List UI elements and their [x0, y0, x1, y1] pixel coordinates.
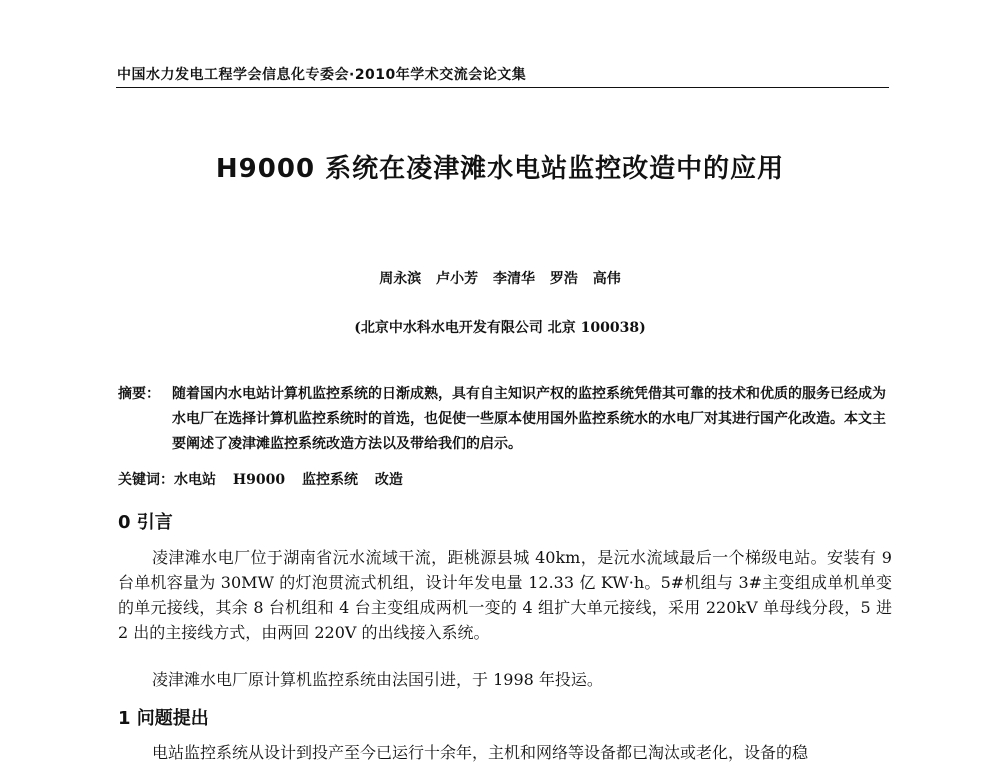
abstract-text: 随着国内水电站计算机监控系统的日渐成熟，具有自主知识产权的监控系统凭借其可靠的技术和优质的服务已经成为水电厂在选择计算机监控系统时的首选，也促使一些原本使用国外监控系统水的水电厂对其进行国产化改造。本文主要阐述了凌津滩监控系统改造方法以及带给我们的启示。 — [172, 386, 886, 452]
abstract — [118, 382, 890, 457]
keywords-text: 水电站 H9000 监控系统 改造 — [174, 472, 403, 488]
running-header: 中国水力发电工程学会信息化专委会·2010年学术交流会论文集 — [117, 67, 527, 83]
keywords — [118, 469, 403, 489]
header-rule — [116, 87, 889, 88]
paragraph: 凌津滩水电厂原计算机监控系统由法国引进，于 1998 年投运。 — [152, 670, 603, 689]
section-heading-introduction: 0 引言 — [118, 512, 173, 533]
paragraph: 电站监控系统从设计到投产至今已运行十余年，主机和网络等设备都已淘汰或老化，设备的稳 — [152, 743, 809, 762]
keywords-label: 关键词： — [118, 472, 174, 488]
section-heading-problem: 1 问题提出 — [118, 708, 209, 729]
paragraph: 凌津滩水电厂位于湖南省沅水流域干流，距桃源县城 40km，是沅水流域最后一个梯级电站。安装有 9 台单机容量为 30MW 的灯泡贯流式机组，设计年发电量 12.33 亿 KW·h。5#机组与 3#主变组成单机单变的单元接线，其余 8 台机组和 4 台主变组成两机一变的 4 组扩大单元接线，采用 220kV 单母线分段，5 进 2 出的主接线方式，由两回 220V 的出线接入系统。 — [118, 548, 892, 642]
affiliation: (北京中水科水电开发有限公司 北京 100038) — [354, 320, 646, 336]
author-list: 周永滨 卢小芳 李清华 罗浩 高伟 — [379, 271, 621, 287]
paper-title: H9000 系统在凌津滩水电站监控改造中的应用 — [215, 154, 785, 184]
abstract-label: 摘要： — [118, 386, 160, 402]
